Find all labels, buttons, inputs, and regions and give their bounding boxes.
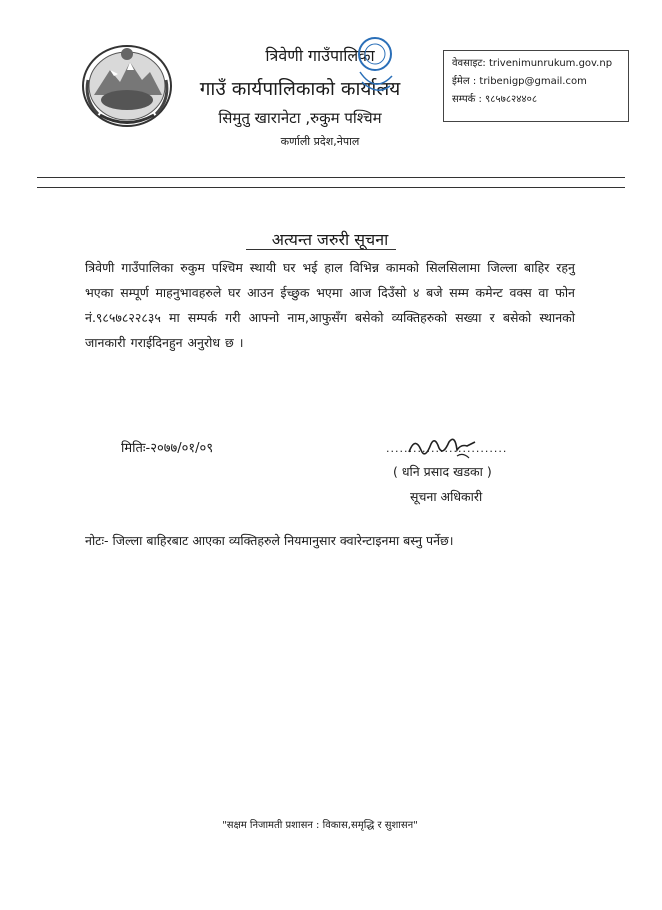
website-text: वेवसाइट: trivenimunrukum.gov.np [452, 58, 613, 69]
office-name: गाउँ कार्यपालिकाको कार्यालय [199, 78, 401, 100]
email-text: ईमेल : tribenigp@gmail.com [452, 76, 587, 87]
footer-slogan: "सक्षम निजामती प्रशासन : विकास,समृद्धि र सुशासन" [222, 820, 418, 831]
officer-name: ( धनि प्रसाद खडका ) [393, 464, 492, 479]
phone-text: सम्पर्क : ९८५७८२४४०८ [452, 94, 538, 105]
heading-underline [246, 249, 396, 250]
notice-heading: अत्यन्त जरुरी सूचना [271, 230, 389, 249]
officer-title: सूचना अधिकारी [410, 489, 483, 504]
notice-body: त्रिवेणी गाउँपालिका रुकुम पश्चिम स्थायी घर भई हाल विभिन्न कामको सिलसिलामा जिल्ला बाहिर रहनु भएका सम्पूर्ण माहनुभावहरुले घर आउन ईच्छुक भएमा आज दिउँसो ४ बजे सम्म कमेन्ट वक्स वा फोन नं.९८५७८२२८३५ मा सम्पर्क गरी आफ्नो नाम,आफुसँग बसेको व्यक्तिहरुको सख्या र बसेको स्थानको जानकारी गराईदिनहुन अनुरोध छ । [85, 260, 575, 350]
office-stamp [352, 34, 398, 96]
organization-name: त्रिवेणी गाउँपालिका [265, 46, 375, 65]
contact-info-box [443, 50, 629, 122]
signature-line: ........................... [386, 442, 508, 455]
province-name: कर्णाली प्रदेश,नेपाल [280, 135, 360, 148]
office-address: सिमुतु खारानेटा ,रुकुम पश्चिम [218, 109, 382, 127]
header-divider-top [37, 177, 625, 178]
note-text: नोटः- जिल्ला बाहिरबाट आएका व्यक्तिहरुले नियमानुसार क्वारेन्टाइनमा बस्नु पर्नेछ। [85, 533, 454, 548]
notice-date: मितिः-२०७७/०१/०९ [121, 441, 214, 456]
header-divider-bottom [37, 187, 625, 188]
